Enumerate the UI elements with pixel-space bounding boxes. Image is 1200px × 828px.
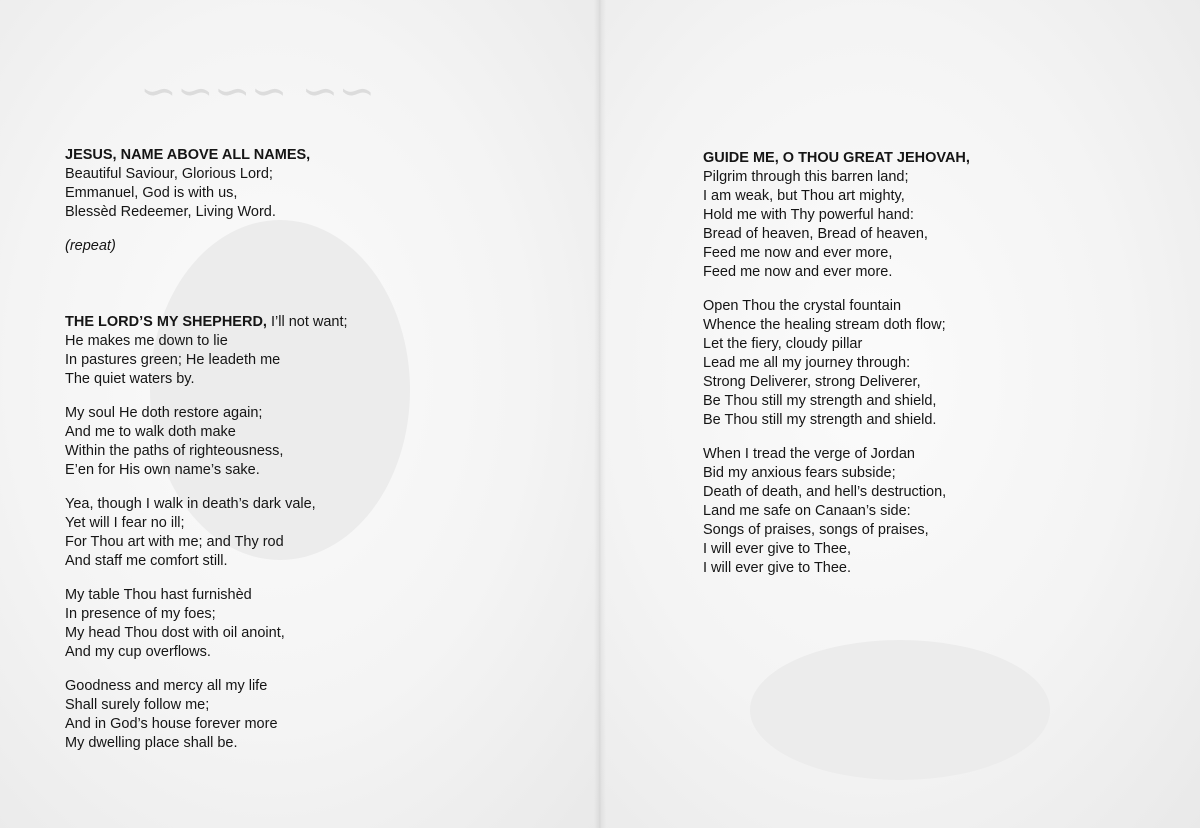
right-page bbox=[600, 0, 1200, 828]
hymn-line: He makes me down to lie bbox=[65, 333, 228, 349]
hymn-line: Songs of praises, songs of praises, bbox=[703, 522, 929, 538]
hymn-title-lords-my-shepherd: THE LORD’S MY SHEPHERD, bbox=[65, 314, 267, 330]
hymn-line: And staff me comfort still. bbox=[65, 553, 228, 569]
hymn-line: Bread of heaven, Bread of heaven, bbox=[703, 226, 928, 242]
hymn-first-line bbox=[65, 313, 565, 332]
hymn-line: Yea, though I walk in death’s dark vale, bbox=[65, 496, 316, 512]
hymn-line: Blessèd Redeemer, Living Word. bbox=[65, 204, 276, 220]
hymn-line: When I tread the verge of Jordan bbox=[703, 446, 915, 462]
hymn-line: I will ever give to Thee, bbox=[703, 541, 852, 557]
right-column bbox=[703, 149, 1173, 578]
hymn-line: Open Thou the crystal fountain bbox=[703, 298, 902, 314]
hymn-line: Emmanuel, God is with us, bbox=[65, 185, 238, 201]
show-through-blob bbox=[750, 640, 1050, 780]
hymn-line: I will ever give to Thee. bbox=[703, 560, 852, 576]
hymn-title-jesus-name: JESUS, NAME ABOVE ALL NAMES, bbox=[65, 147, 311, 163]
hymn-line: I am weak, but Thou art mighty, bbox=[703, 188, 905, 204]
hymn-line: My soul He doth restore again; bbox=[65, 405, 263, 421]
hymn-line: Beautiful Saviour, Glorious Lord; bbox=[65, 166, 273, 182]
hymn-line: For Thou art with me; and Thy rod bbox=[65, 534, 284, 550]
hymn-line: My head Thou dost with oil anoint, bbox=[65, 625, 285, 641]
hymn-line: Pilgrim through this barren land; bbox=[703, 169, 909, 185]
hymn-line: Lead me all my journey through: bbox=[703, 355, 911, 371]
hymn-line: In pastures green; He leadeth me bbox=[65, 352, 281, 368]
hymn-line: The quiet waters by. bbox=[65, 371, 195, 387]
hymn-line: Within the paths of righteousness, bbox=[65, 443, 284, 459]
hymn-line: Hold me with Thy powerful hand: bbox=[703, 207, 914, 223]
hymn-line: In presence of my foes; bbox=[65, 606, 216, 622]
hymn-line: Yet will I fear no ill; bbox=[65, 515, 185, 531]
hymn-line: Feed me now and ever more. bbox=[703, 264, 893, 280]
hymn-line: And in God’s house forever more bbox=[65, 716, 278, 732]
hymn-line: My table Thou hast furnishèd bbox=[65, 587, 252, 603]
hymn-line: And me to walk doth make bbox=[65, 424, 236, 440]
page-fold bbox=[594, 0, 606, 828]
hymn-line: And my cup overflows. bbox=[65, 644, 211, 660]
hymn-line: Let the fiery, cloudy pillar bbox=[703, 336, 863, 352]
hymn-line: Be Thou still my strength and shield. bbox=[703, 412, 937, 428]
left-column bbox=[65, 146, 565, 753]
hymn-line: Feed me now and ever more, bbox=[703, 245, 893, 261]
hymn-line: Whence the healing stream doth flow; bbox=[703, 317, 946, 333]
hymn-title-guide-me: GUIDE ME, O THOU GREAT JEHOVAH, bbox=[703, 150, 970, 166]
hymn-line: Be Thou still my strength and shield, bbox=[703, 393, 937, 409]
hymn-line: Bid my anxious fears subside; bbox=[703, 465, 896, 481]
hymn-line: My dwelling place shall be. bbox=[65, 735, 238, 751]
hymn-line: Land me safe on Canaan’s side: bbox=[703, 503, 911, 519]
show-through-script: ~~ ~~~~ bbox=[140, 66, 376, 117]
hymn-line: Shall surely follow me; bbox=[65, 697, 210, 713]
hymn-line: Strong Deliverer, strong Deliverer, bbox=[703, 374, 921, 390]
hymn-line: Goodness and mercy all my life bbox=[65, 678, 268, 694]
repeat-note: (repeat) bbox=[65, 238, 116, 254]
hymn-line: Death of death, and hell’s destruction, bbox=[703, 484, 947, 500]
hymn-line: E’en for His own name’s sake. bbox=[65, 462, 260, 478]
hymn-first-line-rest: I’ll not want; bbox=[266, 314, 348, 330]
